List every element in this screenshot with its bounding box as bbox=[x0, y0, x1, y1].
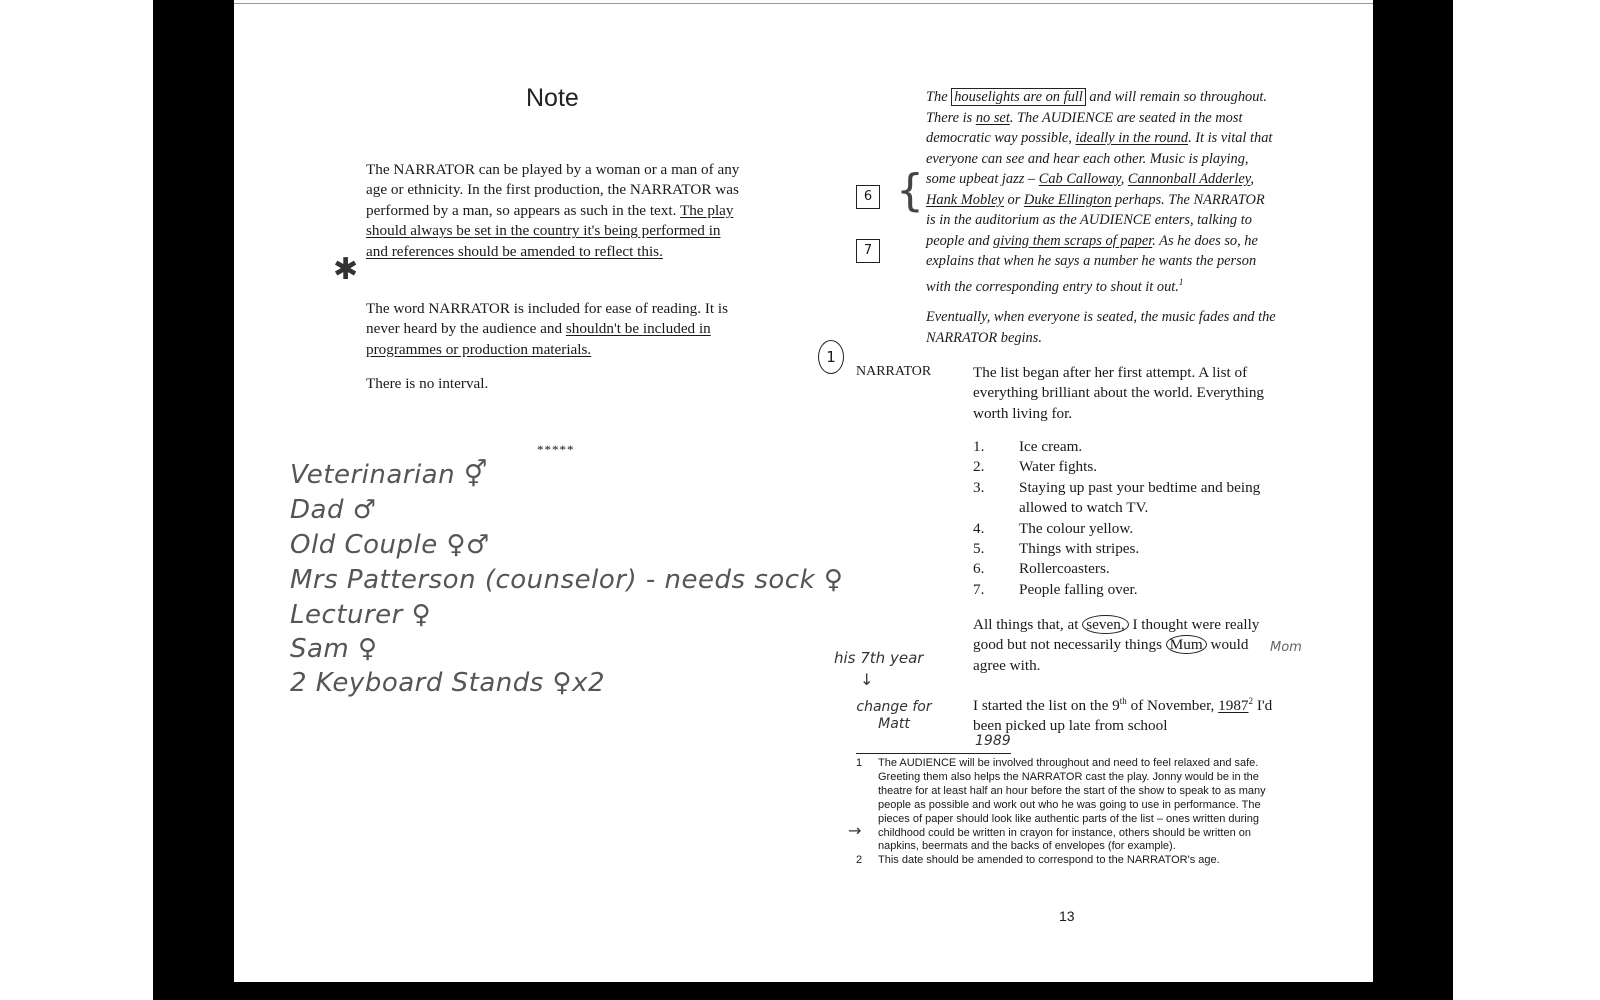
note-paragraph-2 bbox=[366, 299, 741, 360]
speech-2-text: I thought were really good but not necessarily things bbox=[973, 616, 1260, 654]
margin-box-annotation: 7 bbox=[856, 239, 880, 263]
sd-text: and will remain so throughout. There is bbox=[926, 89, 1268, 126]
handwritten-mom: Mom bbox=[1270, 640, 1302, 655]
list-text: Things with stripes. bbox=[1019, 540, 1140, 558]
arrow-down-icon: ↓ bbox=[860, 670, 874, 689]
handwritten-list-item: Veterinarian ⚥ bbox=[290, 460, 488, 490]
speech-1 bbox=[973, 363, 1283, 424]
speech-2 bbox=[973, 615, 1283, 676]
sd-text: , bbox=[1120, 171, 1128, 187]
asterisk-mark: ✱ bbox=[333, 252, 359, 287]
footnote-num: 1 bbox=[856, 757, 863, 769]
list-item bbox=[973, 437, 1293, 457]
footnote-text: This date should be amended to correspond to the NARRATOR's age. bbox=[878, 854, 1220, 867]
speech-3 bbox=[973, 691, 1283, 737]
speech-3-text: of November, bbox=[1126, 697, 1219, 715]
handwritten-list-item: Sam ♀ bbox=[290, 634, 378, 664]
sd-underline: Cannonball Adderley bbox=[1127, 171, 1251, 187]
arrow-right-icon: → bbox=[848, 821, 862, 840]
note-paragraph-1 bbox=[366, 160, 741, 262]
stage-direction-begin bbox=[926, 307, 1276, 348]
list-item bbox=[973, 457, 1293, 477]
stage-direction-opening bbox=[926, 87, 1276, 297]
sd-underline: giving them scraps of paper bbox=[993, 232, 1153, 249]
list-num: 7. bbox=[973, 580, 985, 598]
sd-underline: Cab Calloway bbox=[1038, 171, 1121, 187]
speech-3-text: I'd been picked up late from school bbox=[973, 697, 1273, 735]
sd-text: The bbox=[926, 89, 952, 105]
para2-text: The word NARRATOR is included for ease of reading. It is never heard by the audience and bbox=[366, 300, 729, 338]
list-text: Ice cream. bbox=[1019, 438, 1083, 455]
page-title: Note bbox=[526, 84, 579, 112]
sd-underline: no set bbox=[975, 109, 1010, 126]
note-paragraph-3 bbox=[366, 374, 741, 394]
list-text: Staying up past your bedtime and being allowed to watch TV. bbox=[1019, 478, 1261, 517]
page-number: 13 bbox=[1059, 908, 1075, 924]
page-top-edge bbox=[234, 3, 1373, 4]
list-item bbox=[973, 539, 1293, 559]
underlined-year: 1987 bbox=[1218, 697, 1249, 715]
speech-2-text: would agree with. bbox=[973, 636, 1249, 674]
sd-boxed-houselights: houselights are on full bbox=[951, 88, 1086, 106]
handwritten-change-for-matt: change for Matt bbox=[856, 699, 932, 732]
brace-mark: { bbox=[896, 165, 924, 216]
sd-text: . The AUDIENCE are seated in the most democratic way possible, bbox=[926, 109, 1243, 146]
footnote-rule bbox=[856, 753, 1011, 754]
speech-3-text: I started the list on the 9 bbox=[973, 697, 1120, 715]
list-text: The colour yellow. bbox=[1019, 519, 1134, 537]
footnote-ref: 1 bbox=[1178, 276, 1184, 287]
handwritten-list-item: Mrs Patterson (counselor) - needs sock ♀ bbox=[290, 565, 844, 595]
list-num: 4. bbox=[973, 519, 985, 537]
sd-text: . As he does so, he explains that when he says a number he wants the person with the corresponding entry to shout it out. bbox=[926, 232, 1258, 295]
list-text: Rollercoasters. bbox=[1019, 560, 1110, 578]
speaker-name: NARRATOR bbox=[856, 364, 932, 379]
brilliant-things-list bbox=[973, 437, 1293, 600]
sd-underline: ideally in the round bbox=[1075, 130, 1189, 146]
list-num: 5. bbox=[973, 540, 985, 558]
list-num: 1. bbox=[973, 438, 985, 455]
handwritten-list-item: Lecturer ♀ bbox=[290, 600, 432, 630]
sd2-text: Eventually, when everyone is seated, the music fades and the NARRATOR begins. bbox=[926, 309, 1276, 346]
footnote-text: The AUDIENCE will be involved throughout and need to feel relaxed and safe. Greeting them also helps the NARRATOR cast the play. Jonny would be in the theatre for at least half an hour before the start of the show to speak to as many people as possible and work out who he was going to use in performance. The pieces of paper should look like authentic parts of the list – ones written during childhood could be written in crayon for instance, others should be written on napkins, beermats and the backs of envelopes (for example). bbox=[878, 757, 1266, 853]
footnote-num: 2 bbox=[856, 854, 863, 867]
list-num: 2. bbox=[973, 458, 985, 476]
circled-mum: Mum bbox=[1166, 635, 1207, 654]
handwritten-list-item: 2 Keyboard Stands ♀x2 bbox=[290, 668, 606, 698]
scan-border-left bbox=[153, 0, 234, 1000]
footnote bbox=[856, 757, 1286, 854]
scan-border-right bbox=[1373, 0, 1453, 1000]
margin-circle-annotation: 1 bbox=[818, 340, 844, 374]
list-text: People falling over. bbox=[1019, 580, 1138, 598]
sd-text: . It is vital that everyone can see and hear each other. Music is playing, some upbeat jazz – bbox=[926, 130, 1273, 187]
scan-border-bottom bbox=[153, 982, 1453, 1000]
handwritten-his-7th-year: his 7th year bbox=[834, 649, 924, 667]
list-item bbox=[973, 519, 1293, 539]
handwritten-list-item: Old Couple ♀♂ bbox=[290, 530, 490, 560]
circled-seven: seven, bbox=[1082, 615, 1128, 634]
list-item bbox=[973, 559, 1293, 579]
list-num: 3. bbox=[973, 478, 985, 496]
list-text: Water fights. bbox=[1019, 458, 1098, 476]
para3-text: There is no interval. bbox=[366, 375, 489, 392]
speech-2-text: All things that, at bbox=[973, 616, 1083, 633]
speech-1-text: The list began after her first attempt. A list of everything brilliant about the world. Everything worth living for. bbox=[973, 364, 1265, 422]
para1-underlined: The play should always be set in the country it's being performed in and references should be amended to reflect this. bbox=[366, 201, 734, 260]
ordinal-suffix: th bbox=[1119, 696, 1127, 706]
footnote-ref: 2 bbox=[1248, 696, 1254, 706]
footnotes bbox=[856, 757, 1286, 868]
section-divider: ***** bbox=[537, 442, 575, 457]
margin-box-annotation: 6 bbox=[856, 185, 880, 209]
sd-text: or bbox=[1003, 191, 1024, 208]
list-item bbox=[973, 580, 1293, 600]
list-num: 6. bbox=[973, 560, 985, 578]
sd-underline: Duke Ellington bbox=[1023, 191, 1112, 208]
footnote bbox=[856, 854, 1286, 868]
handwritten-list-item: Dad ♂ bbox=[290, 495, 377, 525]
sd-text: perhaps. The NARRATOR is in the auditorium as the AUDIENCE enters, talking to people and bbox=[926, 191, 1265, 249]
para1-text: The NARRATOR can be played by a woman or a man of any age or ethnicity. In the first production, the NARRATOR was performed by a man, so appears as such in the text. bbox=[366, 161, 740, 219]
sd-text: , bbox=[1250, 171, 1254, 187]
list-item bbox=[973, 478, 1293, 519]
sd-underline: Hank Mobley bbox=[926, 191, 1004, 208]
handwritten-1989: 1989 bbox=[975, 733, 1011, 749]
para2-underlined: shouldn't be included in programmes or production materials. bbox=[366, 320, 711, 358]
